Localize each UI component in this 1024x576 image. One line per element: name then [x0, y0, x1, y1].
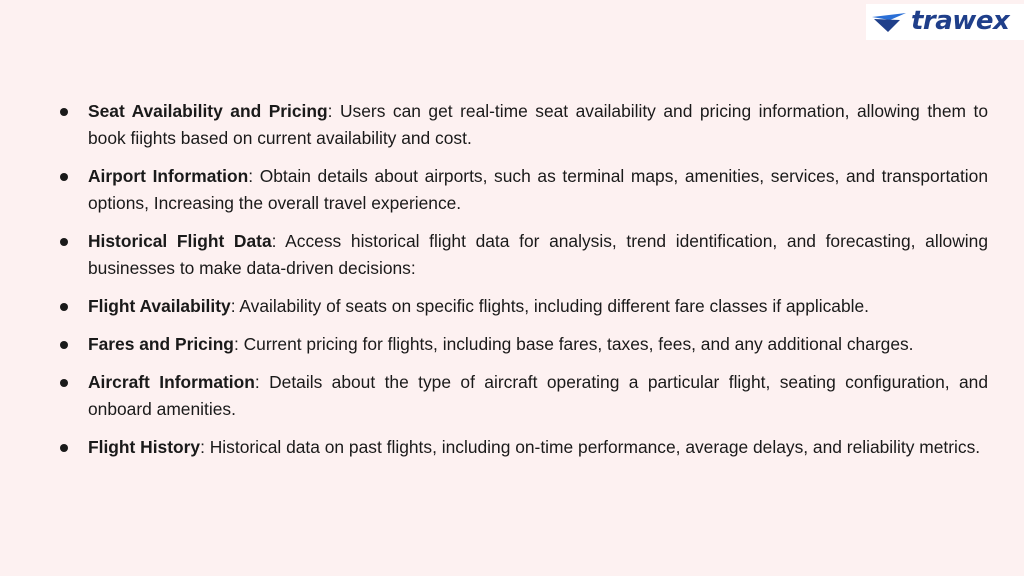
- bullet-icon: [60, 444, 68, 452]
- list-item: [56, 369, 988, 423]
- feature-list: [56, 98, 988, 461]
- item-term: Flight History: [88, 437, 201, 457]
- bullet-icon: [60, 341, 68, 349]
- item-term: Flight Availability: [88, 296, 231, 316]
- plane-icon: [870, 11, 908, 33]
- bullet-icon: [60, 238, 68, 246]
- item-term: Seat Availability and Pricing: [88, 101, 328, 121]
- item-term: Historical Flight Data: [88, 231, 272, 251]
- list-item: [56, 163, 988, 217]
- item-description: : Obtain details about airports, such as terminal maps, amenities, services, and transportation options, Increasing the overall travel experience.: [88, 166, 988, 213]
- item-description: : Availability of seats on specific flights, including different fare classes if applicable.: [230, 296, 870, 316]
- list-item: [56, 331, 988, 358]
- logo-text: trawex: [911, 6, 1010, 36]
- bullet-icon: [60, 303, 68, 311]
- item-term: Fares and Pricing: [88, 334, 234, 354]
- item-term: Airport Information: [88, 166, 249, 186]
- list-item: [56, 434, 988, 461]
- bullet-icon: [60, 379, 68, 387]
- item-description: : Users can get real-time seat availability and pricing information, allowing them to book fiights based on current availability and cost.: [88, 101, 988, 148]
- trawex-logo: [866, 4, 1024, 40]
- item-term: Aircraft Information: [88, 372, 255, 392]
- bullet-icon: [60, 173, 68, 181]
- list-item: [56, 293, 988, 320]
- item-description: : Current pricing for flights, including base fares, taxes, fees, and any additional charges.: [233, 334, 914, 354]
- list-item: [56, 98, 988, 152]
- item-description: : Access historical flight data for analysis, trend identification, and forecasting, allowing businesses to make data-driven decisions:: [88, 231, 988, 278]
- bullet-icon: [60, 108, 68, 116]
- bullet-content: [56, 98, 988, 472]
- item-description: : Details about the type of aircraft operating a particular flight, seating configuration, and onboard amenities.: [88, 372, 988, 419]
- item-description: : Historical data on past flights, including on-time performance, average delays, and reliability metrics.: [200, 437, 981, 457]
- list-item: [56, 228, 988, 282]
